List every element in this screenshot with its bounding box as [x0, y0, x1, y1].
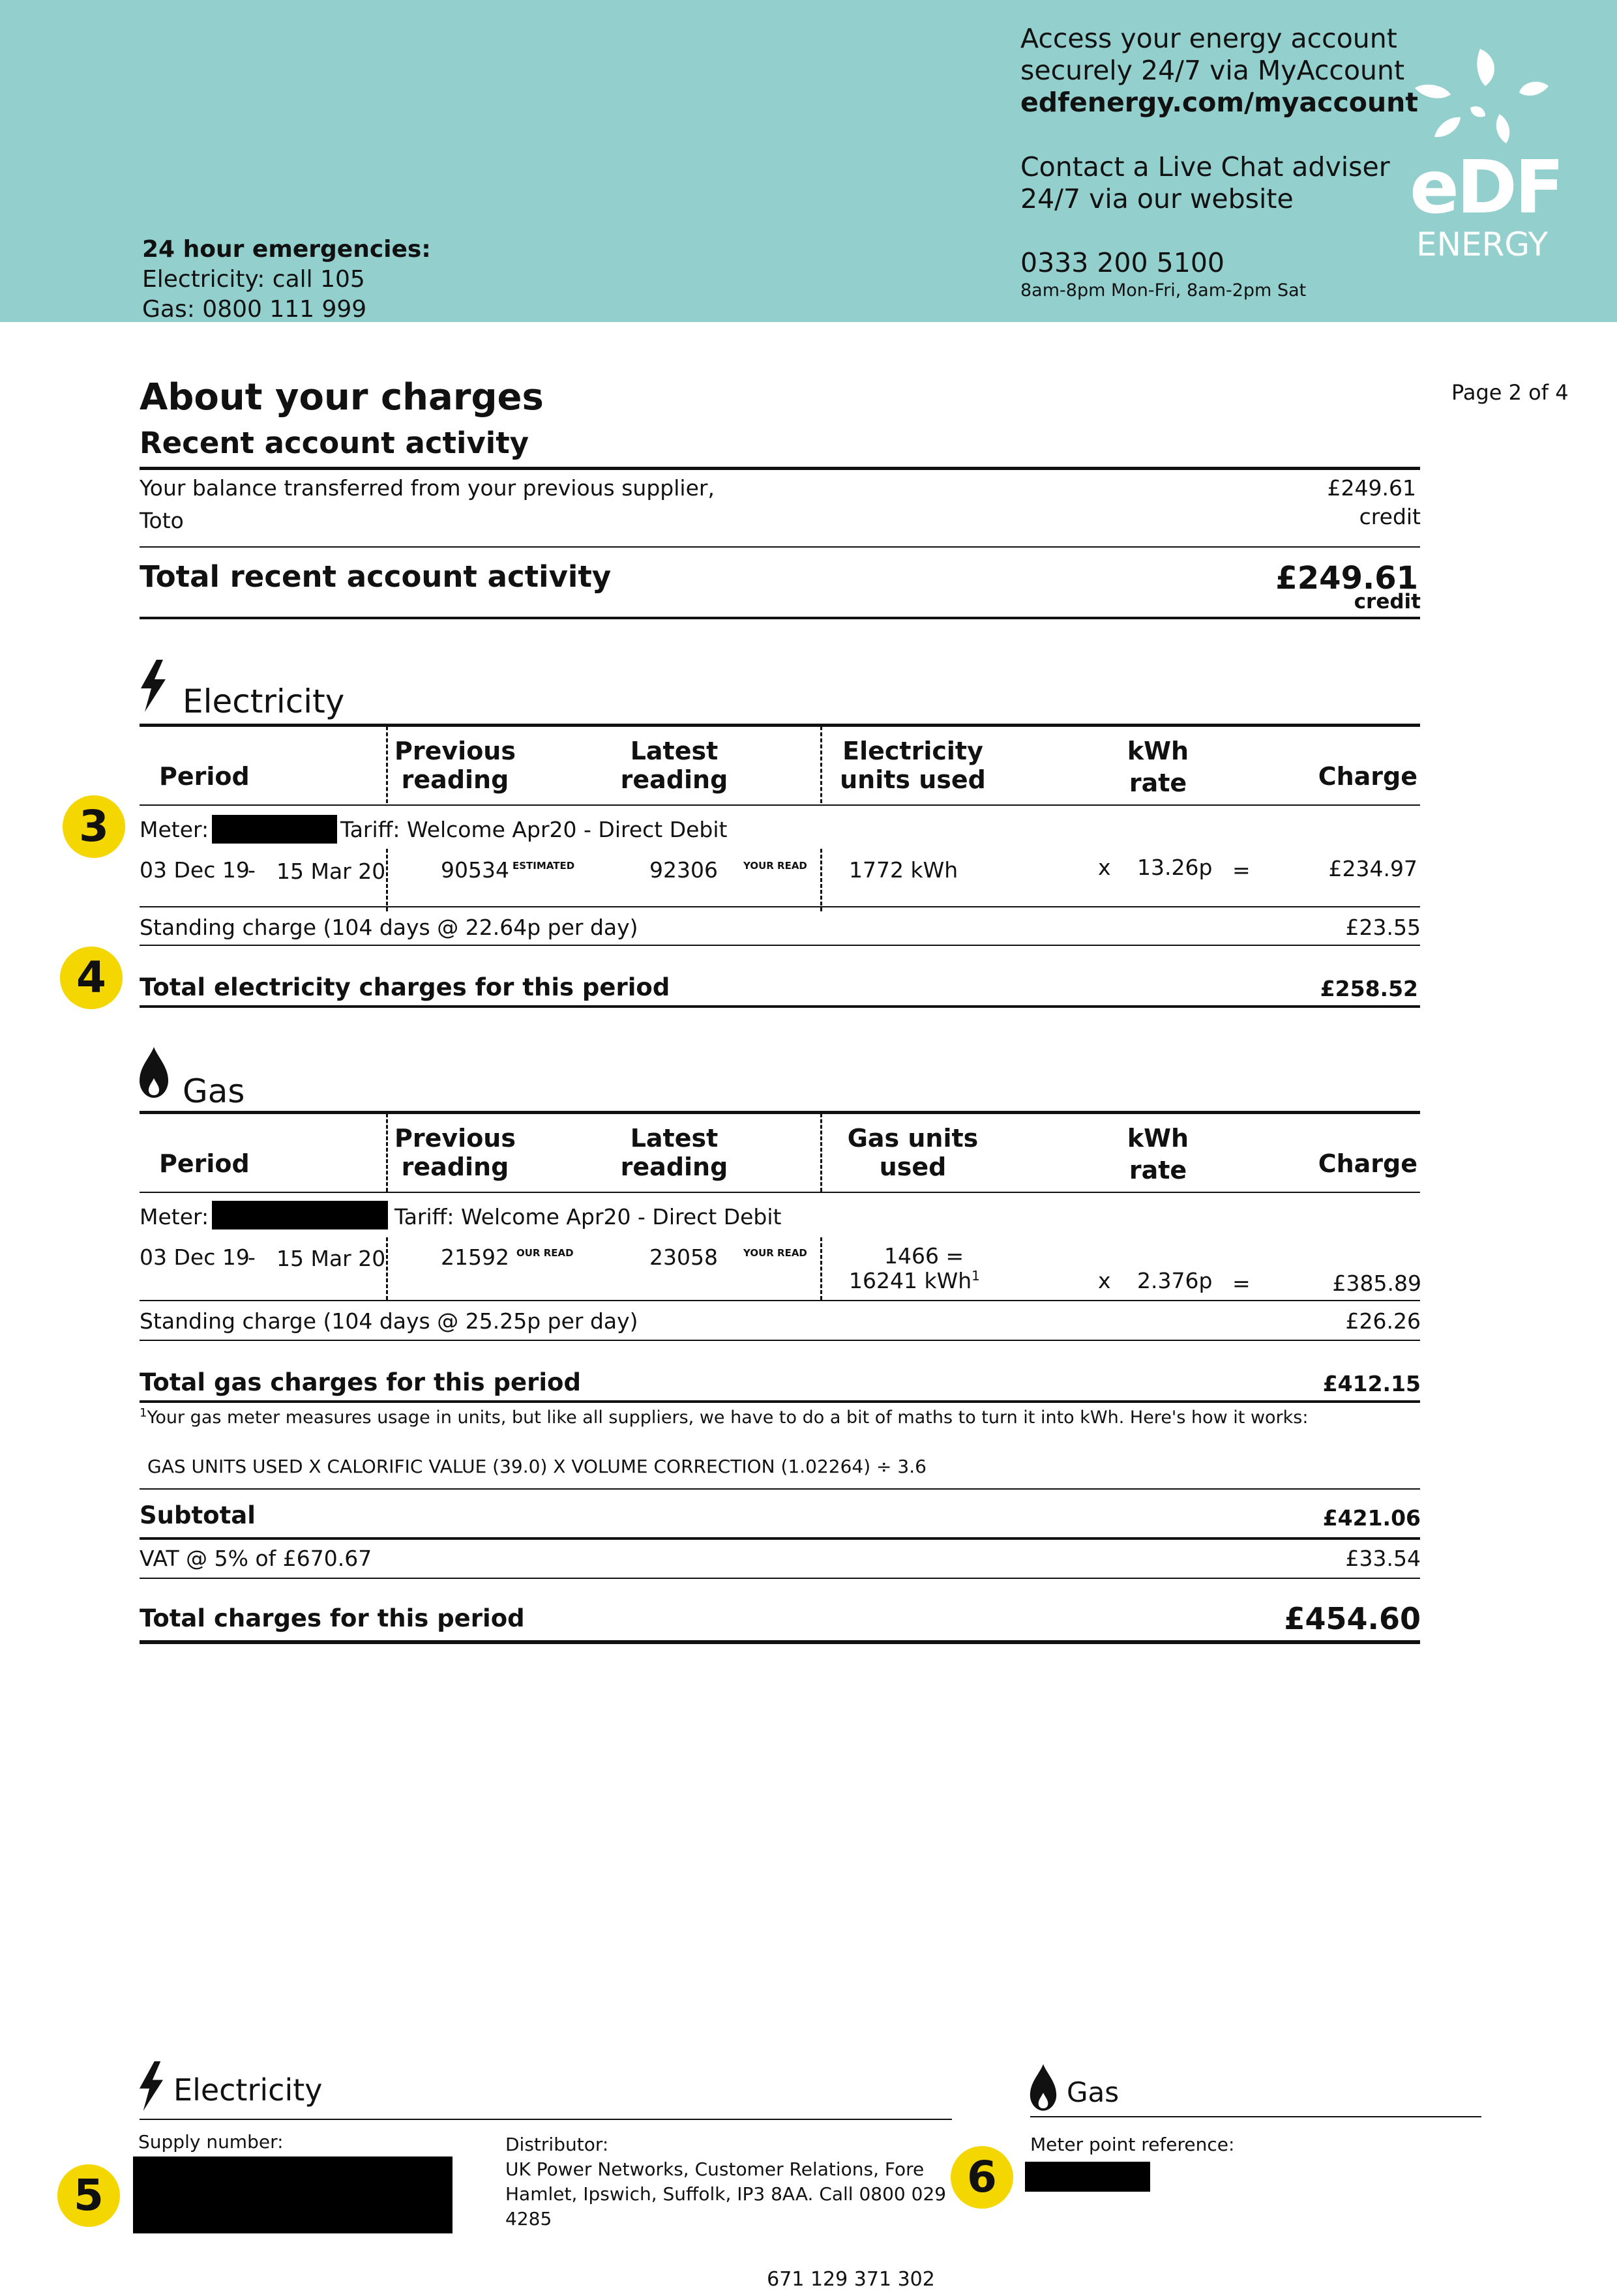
vat-amount: £33.54	[1345, 1546, 1421, 1571]
gas-latest-reading-type: YOUR READ	[743, 1247, 807, 1259]
total-recent-activity-credit: credit	[1354, 590, 1421, 613]
annotation-badge-3: 3	[63, 795, 125, 858]
divider	[140, 467, 1420, 470]
access-line2: securely 24/7 via MyAccount	[1020, 55, 1405, 86]
electricity-energy-charge: £234.97	[1328, 856, 1417, 881]
col-latest-reading: Latest reading	[620, 737, 728, 794]
divider	[140, 724, 1420, 727]
distributor-line1: UK Power Networks, Customer Relations, Fore	[505, 2158, 925, 2180]
balance-transfer-line1: Your balance transferred from your previous supplier,	[140, 475, 715, 501]
meter-point-reference-label: Meter point reference:	[1030, 2134, 1235, 2155]
electricity-heading: Electricity	[183, 683, 345, 720]
gas-standing-charge-amount: £26.26	[1345, 1308, 1421, 1334]
electricity-period-sep: -	[248, 857, 256, 883]
gas-total-label: Total gas charges for this period	[140, 1368, 581, 1396]
contact-phone: 0333 200 5100	[1020, 247, 1225, 278]
annotation-badge-5: 5	[57, 2164, 120, 2227]
divider	[140, 1488, 1420, 1490]
gas-energy-charge: £385.89	[1332, 1271, 1421, 1296]
gas-flame-icon	[138, 1047, 170, 1098]
column-separator	[386, 1237, 388, 1300]
myaccount-link[interactable]: edfenergy.com/myaccount	[1020, 87, 1418, 118]
gas-units-used: 1466 =	[884, 1243, 964, 1269]
multiply-sign: x	[1098, 855, 1111, 880]
equals-sign: =	[1232, 1271, 1251, 1296]
divider	[140, 906, 1420, 907]
page-title: About your charges	[140, 376, 544, 419]
col-units-used: Gas units used	[847, 1124, 979, 1181]
electricity-meter-label: Meter:	[140, 817, 209, 842]
gas-tariff: Tariff: Welcome Apr20 - Direct Debit	[394, 1204, 782, 1229]
divider	[140, 1640, 1420, 1644]
column-separator	[386, 1113, 388, 1192]
total-recent-activity-amount: £249.61	[1275, 560, 1418, 596]
distributor-label: Distributor:	[505, 2134, 609, 2155]
electricity-previous-reading-type: ESTIMATED	[512, 860, 575, 872]
divider	[140, 617, 1420, 619]
equals-sign: =	[1232, 857, 1251, 883]
divider	[140, 1578, 1420, 1579]
column-separator	[820, 1113, 822, 1192]
gas-rate: 2.376p	[1137, 1268, 1213, 1293]
gas-flame-icon	[1029, 2064, 1058, 2111]
kwh-footnote: $^1$Your gas meter measures usage in units, but like all suppliers, we have to do a bit of maths to turn it into kWh. Here's how it works:	[140, 1406, 1309, 1428]
col-period: Period	[159, 762, 250, 791]
account-number: 671 129 371 302	[767, 2268, 935, 2291]
total-charges-label: Total charges for this period	[140, 1604, 525, 1632]
lightning-bolt-icon	[136, 2061, 167, 2111]
edf-sun-icon	[1408, 46, 1552, 150]
electricity-standing-charge-label: Standing charge (104 days @ 22.64p per day)	[140, 915, 638, 940]
emergency-title: 24 hour emergencies:	[142, 236, 431, 263]
column-separator	[386, 849, 388, 911]
col-previous-reading: Previous reading	[394, 737, 516, 794]
electricity-latest-reading-type: YOUR READ	[743, 860, 807, 872]
subtotal-amount: £421.06	[1322, 1505, 1421, 1531]
gas-previous-reading-type: OUR READ	[516, 1247, 574, 1259]
electricity-rate: 13.26p	[1137, 855, 1213, 880]
footer-gas-heading: Gas	[1067, 2076, 1120, 2108]
column-separator	[820, 849, 822, 911]
col-latest-reading: Latest reading	[620, 1124, 728, 1181]
col-period: Period	[159, 1149, 250, 1178]
vat-label: VAT @ 5% of £670.67	[140, 1546, 372, 1571]
divider	[140, 1537, 1420, 1540]
supply-number-label: Supply number:	[138, 2131, 284, 2153]
electricity-previous-reading: 90534	[441, 857, 509, 883]
electricity-period-to: 15 Mar 20	[276, 859, 386, 884]
recent-activity-heading: Recent account activity	[140, 426, 529, 460]
emergency-gas: Gas: 0800 111 999	[142, 296, 367, 323]
gas-heading: Gas	[183, 1072, 245, 1110]
footer-electricity-heading: Electricity	[173, 2072, 323, 2108]
multiply-sign: x	[1098, 1268, 1111, 1293]
redacted-meter-number	[212, 815, 337, 844]
emergency-electricity: Electricity: call 105	[142, 266, 365, 293]
edf-logo-subtitle: ENERGY	[1416, 226, 1549, 263]
column-separator	[820, 726, 822, 803]
electricity-total-label: Total electricity charges for this period	[140, 973, 670, 1001]
divider	[140, 1400, 1420, 1403]
electricity-latest-reading: 92306	[649, 857, 718, 883]
balance-transfer-amount: £249.61	[1327, 475, 1416, 501]
col-charge: Charge	[1318, 762, 1417, 791]
col-kwh-rate: kWh rate	[1127, 1124, 1189, 1185]
divider	[140, 1005, 1420, 1008]
page-number: Page 2 of 4	[1451, 380, 1569, 405]
col-previous-reading: Previous reading	[394, 1124, 516, 1181]
gas-period-sep: -	[248, 1244, 256, 1270]
distributor-line3: 4285	[505, 2208, 552, 2230]
kwh-formula: GAS UNITS USED X CALORIFIC VALUE (39.0) X VOLUME CORRECTION (1.02264) ÷ 3.6	[147, 1456, 927, 1477]
divider	[140, 2119, 952, 2120]
balance-transfer-line2: Toto	[140, 508, 184, 533]
col-charge: Charge	[1318, 1149, 1417, 1178]
total-recent-activity-label: Total recent account activity	[140, 559, 612, 594]
gas-standing-charge-label: Standing charge (104 days @ 25.25p per day)	[140, 1308, 638, 1334]
divider	[140, 1111, 1420, 1114]
gas-total-amount: £412.15	[1322, 1371, 1421, 1396]
chat-line2: 24/7 via our website	[1020, 183, 1294, 214]
total-charges-amount: £454.60	[1284, 1601, 1421, 1636]
electricity-period-from: 03 Dec 19	[140, 857, 250, 883]
redacted-supply-number	[133, 2156, 452, 2233]
divider	[1030, 2116, 1481, 2117]
electricity-total-amount: £258.52	[1320, 976, 1418, 1001]
col-units-used: Electricity units used	[840, 737, 986, 794]
col-kwh-rate: kWh rate	[1127, 737, 1189, 798]
contact-hours: 8am-8pm Mon-Fri, 8am-2pm Sat	[1020, 280, 1307, 301]
distributor-line2: Hamlet, Ipswich, Suffolk, IP3 8AA. Call 0800 029	[505, 2183, 947, 2205]
divider	[140, 1300, 1420, 1301]
gas-period-to: 15 Mar 20	[276, 1246, 386, 1271]
divider	[140, 1340, 1420, 1341]
divider	[140, 1192, 1420, 1193]
lightning-bolt-icon	[137, 660, 170, 712]
chat-line1: Contact a Live Chat adviser	[1020, 151, 1390, 183]
column-separator	[820, 1237, 822, 1300]
column-separator	[386, 726, 388, 803]
divider	[140, 945, 1420, 946]
divider	[140, 546, 1420, 548]
redacted-meter-number	[212, 1201, 388, 1229]
gas-units-kwh: 16241 kWh$^1$	[849, 1268, 980, 1293]
annotation-badge-6: 6	[951, 2146, 1013, 2209]
subtotal-label: Subtotal	[140, 1501, 256, 1529]
divider	[140, 804, 1420, 806]
electricity-tariff: Tariff: Welcome Apr20 - Direct Debit	[340, 817, 728, 842]
annotation-badge-4: 4	[60, 947, 123, 1009]
edf-logo-wordmark: eDF	[1410, 145, 1562, 230]
electricity-standing-charge-amount: £23.55	[1345, 915, 1421, 940]
gas-period-from: 03 Dec 19	[140, 1244, 250, 1270]
balance-transfer-credit: credit	[1359, 504, 1421, 529]
electricity-units-used: 1772 kWh	[849, 857, 958, 883]
gas-previous-reading: 21592	[441, 1244, 509, 1270]
redacted-meter-point-reference	[1025, 2162, 1150, 2192]
access-line1: Access your energy account	[1020, 23, 1397, 54]
gas-meter-label: Meter:	[140, 1204, 209, 1229]
gas-latest-reading: 23058	[649, 1244, 718, 1270]
